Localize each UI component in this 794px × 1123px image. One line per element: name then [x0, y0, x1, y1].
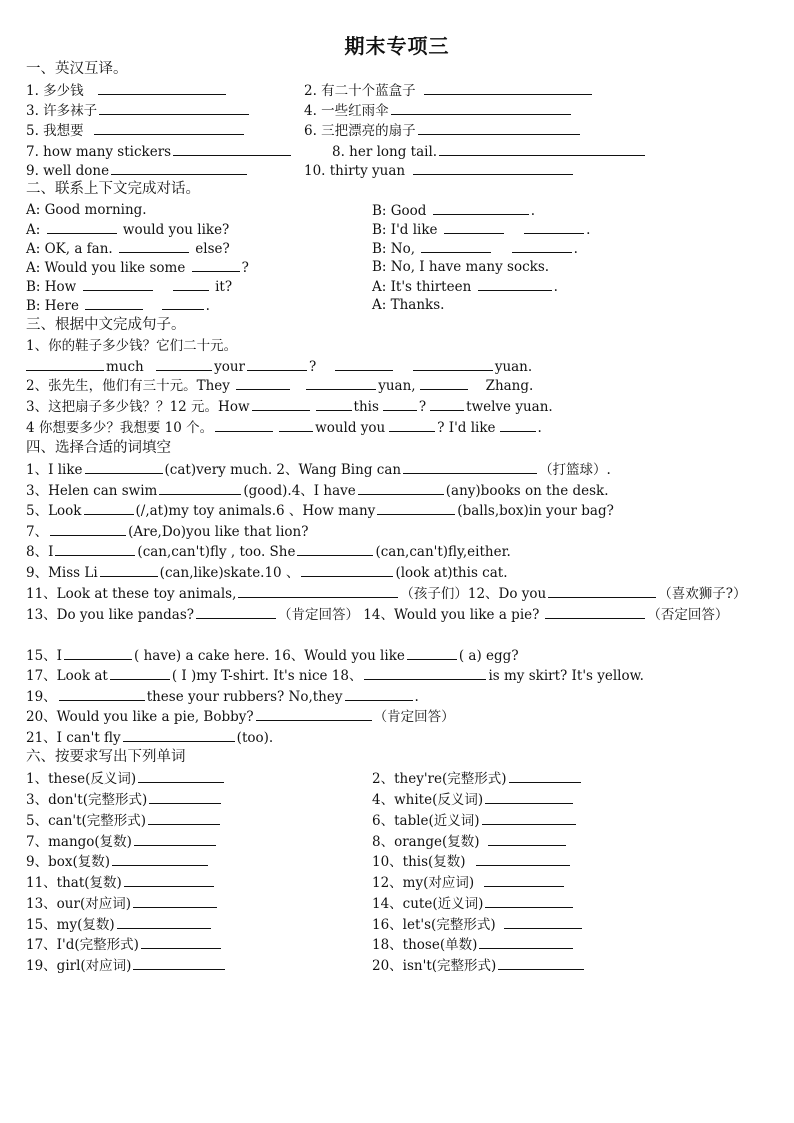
dialog-row-1 — [26, 201, 536, 220]
exercise-text: ( a) egg? — [458, 648, 519, 664]
s1-item-7: 7. how many stickers — [26, 144, 172, 160]
dialog-line: B: I'd like — [372, 222, 442, 238]
exercise-text: 13、Do you like pandas? — [26, 607, 194, 623]
answer-blank[interactable] — [148, 811, 220, 825]
answer-blank[interactable] — [504, 915, 582, 929]
answer-blank[interactable] — [159, 481, 241, 495]
answer-blank[interactable] — [424, 81, 592, 95]
answer-blank[interactable] — [478, 277, 552, 291]
answer-blank[interactable] — [297, 542, 373, 556]
answer-blank[interactable] — [316, 397, 352, 411]
s4-row-12 — [26, 707, 455, 727]
exercise-text: 20、Would you like a pie, Bobby? — [26, 709, 254, 725]
dialog-row-6 — [26, 296, 445, 316]
sentence-text: 3、这把扇子多少钱？？12 元。How — [26, 399, 250, 415]
answer-blank[interactable] — [485, 790, 573, 804]
answer-blank[interactable] — [173, 142, 291, 156]
answer-blank[interactable] — [156, 357, 212, 371]
answer-blank[interactable] — [545, 605, 645, 619]
sentence-text: 4 你想要多少？我想要 10 个。 — [26, 420, 214, 436]
answer-blank[interactable] — [418, 121, 580, 135]
answer-blank[interactable] — [439, 142, 645, 156]
answer-blank[interactable] — [482, 811, 576, 825]
s1-item-4: 4. 一些红雨伞 — [304, 103, 389, 119]
dialog-row-4 — [26, 258, 550, 278]
dialog-line: A: Would you like some — [26, 260, 190, 276]
answer-blank[interactable] — [512, 239, 572, 253]
answer-blank[interactable] — [358, 481, 444, 495]
s1-item-2: 2. 有二十个蓝盒子 — [304, 83, 416, 99]
exercise-text: these your rubbers? No,they — [146, 689, 343, 705]
exercise-text: (too). — [236, 730, 274, 746]
exercise-text: . — [414, 689, 419, 705]
sentence-word: your — [214, 359, 245, 375]
word-item: 18、those(单数) — [372, 937, 478, 953]
answer-blank[interactable] — [306, 376, 376, 390]
s6-row-1 — [26, 769, 507, 789]
sentence-punct: . — [537, 420, 542, 436]
exercise-text: (can,can't)fly , too. She — [137, 544, 296, 560]
exercise-text: ( have) a cake here. 16、Would you like — [134, 648, 405, 664]
answer-blank[interactable] — [236, 376, 290, 390]
s3-question-3 — [26, 397, 553, 417]
exercise-text: (balls,box)in your bag? — [457, 503, 614, 519]
answer-blank[interactable] — [524, 220, 584, 234]
s6-row-9 — [26, 935, 478, 955]
answer-blank[interactable] — [110, 666, 170, 680]
s1-item-5: 5. 我想要 — [26, 123, 84, 139]
s4-row-3 — [26, 501, 614, 521]
exercise-text: 19、 — [26, 689, 57, 705]
s1-row-3 — [26, 121, 416, 141]
section-3-heading: 三、根据中文完成句子。 — [26, 317, 186, 333]
answer-blank[interactable] — [117, 915, 211, 929]
sentence-word: would you — [315, 420, 386, 436]
answer-blank[interactable] — [444, 220, 504, 234]
sentence-word: much — [106, 359, 144, 375]
s4-row-8 — [26, 605, 728, 625]
exercise-text: 21、I can't fly — [26, 730, 121, 746]
answer-blank[interactable] — [389, 418, 435, 432]
answer-blank[interactable] — [500, 418, 536, 432]
answer-blank[interactable] — [50, 522, 126, 536]
page-title: 期末专项三 — [344, 34, 450, 58]
s6-row-7 — [26, 894, 484, 914]
exercise-text: (can,like)skate.10 、 — [159, 565, 300, 581]
s6-row-2 — [26, 790, 484, 810]
s6-row-6 — [26, 873, 475, 893]
section-2-heading: 二、联系上下文完成对话。 — [26, 181, 200, 197]
exercise-text: 8、I — [26, 544, 54, 560]
answer-blank[interactable] — [98, 81, 226, 95]
s1-item-8: 8. her long tail. — [332, 144, 438, 160]
s4-row-2 — [26, 481, 609, 501]
answer-blank[interactable] — [377, 501, 455, 515]
word-item: 10、this(复数) — [372, 854, 466, 870]
exercise-text: (look at)this cat. — [395, 565, 508, 581]
exercise-text: (/,at)my toy animals.6 、How many — [135, 503, 376, 519]
exercise-text: 3、Helen can swim — [26, 483, 158, 499]
answer-blank[interactable] — [391, 101, 571, 115]
answer-blank[interactable] — [421, 239, 491, 253]
dialog-row-5 — [26, 277, 558, 297]
dialog-row-2 — [26, 220, 591, 240]
dialog-space — [506, 222, 510, 238]
s6-row-8 — [26, 915, 496, 935]
answer-blank[interactable] — [26, 357, 104, 371]
dialog-line: A: OK, a fan. — [26, 241, 117, 257]
s3-question-1: 1、你的鞋子多少钱？它们二十元。 — [26, 338, 238, 354]
s4-row-11 — [26, 687, 419, 707]
exercise-text: （肯定回答） 14、Would you like a pie? — [278, 607, 540, 623]
dialog-line: A: Good morning. — [26, 202, 147, 218]
exercise-text: 15、I — [26, 648, 63, 664]
word-item: 12、my(对应词) — [372, 875, 475, 891]
dialog-line: B: Good — [372, 203, 431, 219]
dialog-line: A: Thanks. — [372, 297, 445, 313]
dialog-line: B: How — [26, 279, 81, 295]
answer-blank[interactable] — [413, 357, 493, 371]
s1-item-1: 1. 多少钱 — [26, 83, 84, 99]
answer-blank[interactable] — [85, 296, 143, 310]
dialog-punct: . — [205, 298, 210, 314]
exercise-text: （肯定回答） — [373, 709, 455, 725]
answer-blank[interactable] — [47, 220, 117, 234]
sentence-word: yuan, — [378, 378, 416, 394]
s4-row-6 — [26, 563, 508, 583]
answer-blank[interactable] — [100, 563, 158, 577]
answer-blank[interactable] — [149, 790, 221, 804]
dialog-punct: ? — [241, 260, 249, 276]
sentence-word: this — [353, 399, 379, 415]
dialog-line: B: No, I have many socks. — [372, 259, 550, 275]
answer-blank[interactable] — [134, 832, 216, 846]
s6-row-4 — [26, 832, 480, 852]
dialog-line: B: Here — [26, 298, 84, 314]
s1-row-4 — [26, 142, 438, 162]
exercise-text: （否定回答） — [647, 607, 729, 623]
answer-blank[interactable] — [94, 121, 244, 135]
dialog-space — [155, 279, 159, 295]
exercise-text: （打篮球）. — [539, 462, 611, 478]
word-item: 9、box(复数) — [26, 854, 111, 870]
sentence-punct: ? — [308, 359, 317, 375]
dialog-punct: . — [573, 241, 578, 257]
word-item: 4、white(反义词) — [372, 792, 484, 808]
answer-blank[interactable] — [301, 563, 393, 577]
exercise-text: 11、Look at these toy animals, — [26, 586, 237, 602]
answer-blank[interactable] — [476, 852, 570, 866]
word-item: 1、these(反义词) — [26, 771, 137, 787]
exercise-text: ( I )my T-shirt. It's nice 18、 — [171, 668, 363, 684]
answer-blank[interactable] — [256, 707, 372, 721]
s4-row-9 — [26, 646, 519, 666]
word-item: 14、cute(近义词) — [372, 896, 484, 912]
dialog-punct: . — [553, 279, 558, 295]
word-item: 6、table(近义词) — [372, 813, 480, 829]
answer-blank[interactable] — [119, 239, 189, 253]
s6-row-3 — [26, 811, 480, 831]
word-item: 15、my(复数) — [26, 917, 115, 933]
exercise-text: （孩子们）12、Do you — [400, 586, 547, 602]
exercise-text: 17、Look at — [26, 668, 108, 684]
s4-row-5 — [26, 542, 511, 562]
answer-blank[interactable] — [133, 956, 225, 970]
s4-row-7 — [26, 584, 747, 604]
word-item: 11、that(复数) — [26, 875, 122, 891]
sentence-word: yuan. — [494, 359, 533, 375]
s6-row-10 — [26, 956, 497, 976]
s3-question-2 — [26, 376, 533, 396]
exercise-text: 1、I like — [26, 462, 83, 478]
answer-blank[interactable] — [252, 397, 310, 411]
word-item: 13、our(对应词) — [26, 896, 131, 912]
dialog-line: would you like? — [118, 222, 230, 238]
answer-blank[interactable] — [364, 666, 486, 680]
answer-blank[interactable] — [84, 501, 134, 515]
dialog-punct: . — [586, 222, 591, 238]
section-4-heading: 四、选择合适的词填空 — [26, 440, 171, 456]
answer-blank[interactable] — [403, 460, 537, 474]
answer-blank[interactable] — [141, 935, 221, 949]
s6-row-5 — [26, 852, 466, 872]
s4-row-4 — [26, 522, 308, 542]
dialog-line: it? — [210, 279, 233, 295]
exercise-text: 5、Look — [26, 503, 82, 519]
section-1-heading: 一、英汉互译。 — [26, 61, 128, 77]
s1-item-3: 3. 许多袜子 — [26, 103, 98, 119]
word-item: 5、can't(完整形式) — [26, 813, 147, 829]
word-item: 20、isn't(完整形式) — [372, 958, 497, 974]
answer-blank[interactable] — [484, 873, 564, 887]
answer-blank[interactable] — [345, 687, 413, 701]
sentence-punct: ? — [418, 399, 427, 415]
s1-item-6: 6. 三把漂亮的扇子 — [304, 123, 416, 139]
sentence-word: twelve yuan. — [466, 399, 553, 415]
answer-blank[interactable] — [479, 935, 573, 949]
word-item: 17、I'd(完整形式) — [26, 937, 139, 953]
s1-row-2 — [26, 101, 389, 121]
dialog-space — [493, 241, 497, 257]
sentence-text: 2、张先生，他们有三十元。They — [26, 378, 230, 394]
answer-blank[interactable] — [548, 584, 656, 598]
answer-blank[interactable] — [85, 460, 163, 474]
answer-blank[interactable] — [112, 852, 208, 866]
dialog-space — [145, 298, 149, 314]
answer-blank[interactable] — [498, 956, 584, 970]
exercise-text: is my skirt? It's yellow. — [488, 668, 644, 684]
answer-blank[interactable] — [485, 894, 573, 908]
sentence-word: ? I'd like — [437, 420, 496, 436]
answer-blank[interactable] — [173, 277, 209, 291]
answer-blank[interactable] — [124, 873, 214, 887]
answer-blank[interactable] — [433, 201, 529, 215]
exercise-text: 7、 — [26, 524, 49, 540]
s3-question-4 — [26, 418, 542, 438]
s3-answer-1 — [26, 357, 532, 377]
answer-blank[interactable] — [383, 397, 417, 411]
s4-row-13 — [26, 728, 273, 748]
exercise-text: (good).4、I have — [243, 483, 356, 499]
answer-blank[interactable] — [215, 418, 273, 432]
word-item: 16、let's(完整形式) — [372, 917, 496, 933]
answer-blank[interactable] — [279, 418, 313, 432]
exercise-text: (Are,Do)you like that lion? — [128, 524, 309, 540]
dialog-line: B: No, — [372, 241, 420, 257]
answer-blank[interactable] — [247, 357, 307, 371]
answer-blank[interactable] — [83, 277, 153, 291]
answer-blank[interactable] — [413, 161, 573, 175]
answer-blank[interactable] — [407, 646, 457, 660]
s1-item-9: 9. well done — [26, 163, 110, 179]
answer-blank[interactable] — [430, 397, 464, 411]
s1-row-5 — [26, 161, 406, 181]
answer-blank[interactable] — [488, 832, 566, 846]
answer-blank[interactable] — [138, 769, 224, 783]
answer-blank[interactable] — [162, 296, 204, 310]
dialog-row-3 — [26, 239, 578, 259]
answer-blank[interactable] — [55, 542, 135, 556]
dialog-line: A: — [26, 222, 45, 238]
exercise-text: (can,can't)fly,either. — [375, 544, 511, 560]
answer-blank[interactable] — [420, 376, 468, 390]
answer-blank[interactable] — [196, 605, 276, 619]
s4-row-10 — [26, 666, 644, 686]
answer-blank[interactable] — [192, 258, 240, 272]
answer-blank[interactable] — [335, 357, 393, 371]
s1-item-10: 10. thirty yuan — [304, 163, 406, 179]
word-item: 2、they're(完整形式) — [372, 771, 507, 787]
exercise-text: 9、Miss Li — [26, 565, 98, 581]
section-6-heading: 六、按要求写出下列单词 — [26, 749, 186, 765]
word-item: 3、don't(完整形式) — [26, 792, 148, 808]
dialog-line: else? — [191, 241, 230, 257]
exercise-text: (cat)very much. 2、Wang Bing can — [164, 462, 402, 478]
answer-blank[interactable] — [59, 687, 145, 701]
s4-row-1 — [26, 460, 611, 480]
answer-blank[interactable] — [64, 646, 132, 660]
answer-blank[interactable] — [99, 101, 249, 115]
answer-blank[interactable] — [111, 161, 247, 175]
s1-row-1 — [26, 81, 416, 101]
dialog-line: A: It's thirteen — [372, 279, 476, 295]
answer-blank[interactable] — [123, 728, 235, 742]
dialog-punct: . — [530, 203, 536, 219]
word-item: 7、mango(复数) — [26, 834, 132, 850]
answer-blank[interactable] — [238, 584, 398, 598]
word-item: 8、orange(复数) — [372, 834, 480, 850]
exercise-text: (any)books on the desk. — [445, 483, 609, 499]
exercise-text: （喜欢狮子?） — [658, 586, 747, 602]
answer-blank[interactable] — [509, 769, 581, 783]
word-item: 19、girl(对应词) — [26, 958, 132, 974]
answer-blank[interactable] — [133, 894, 217, 908]
sentence-word: Zhang. — [485, 378, 534, 394]
